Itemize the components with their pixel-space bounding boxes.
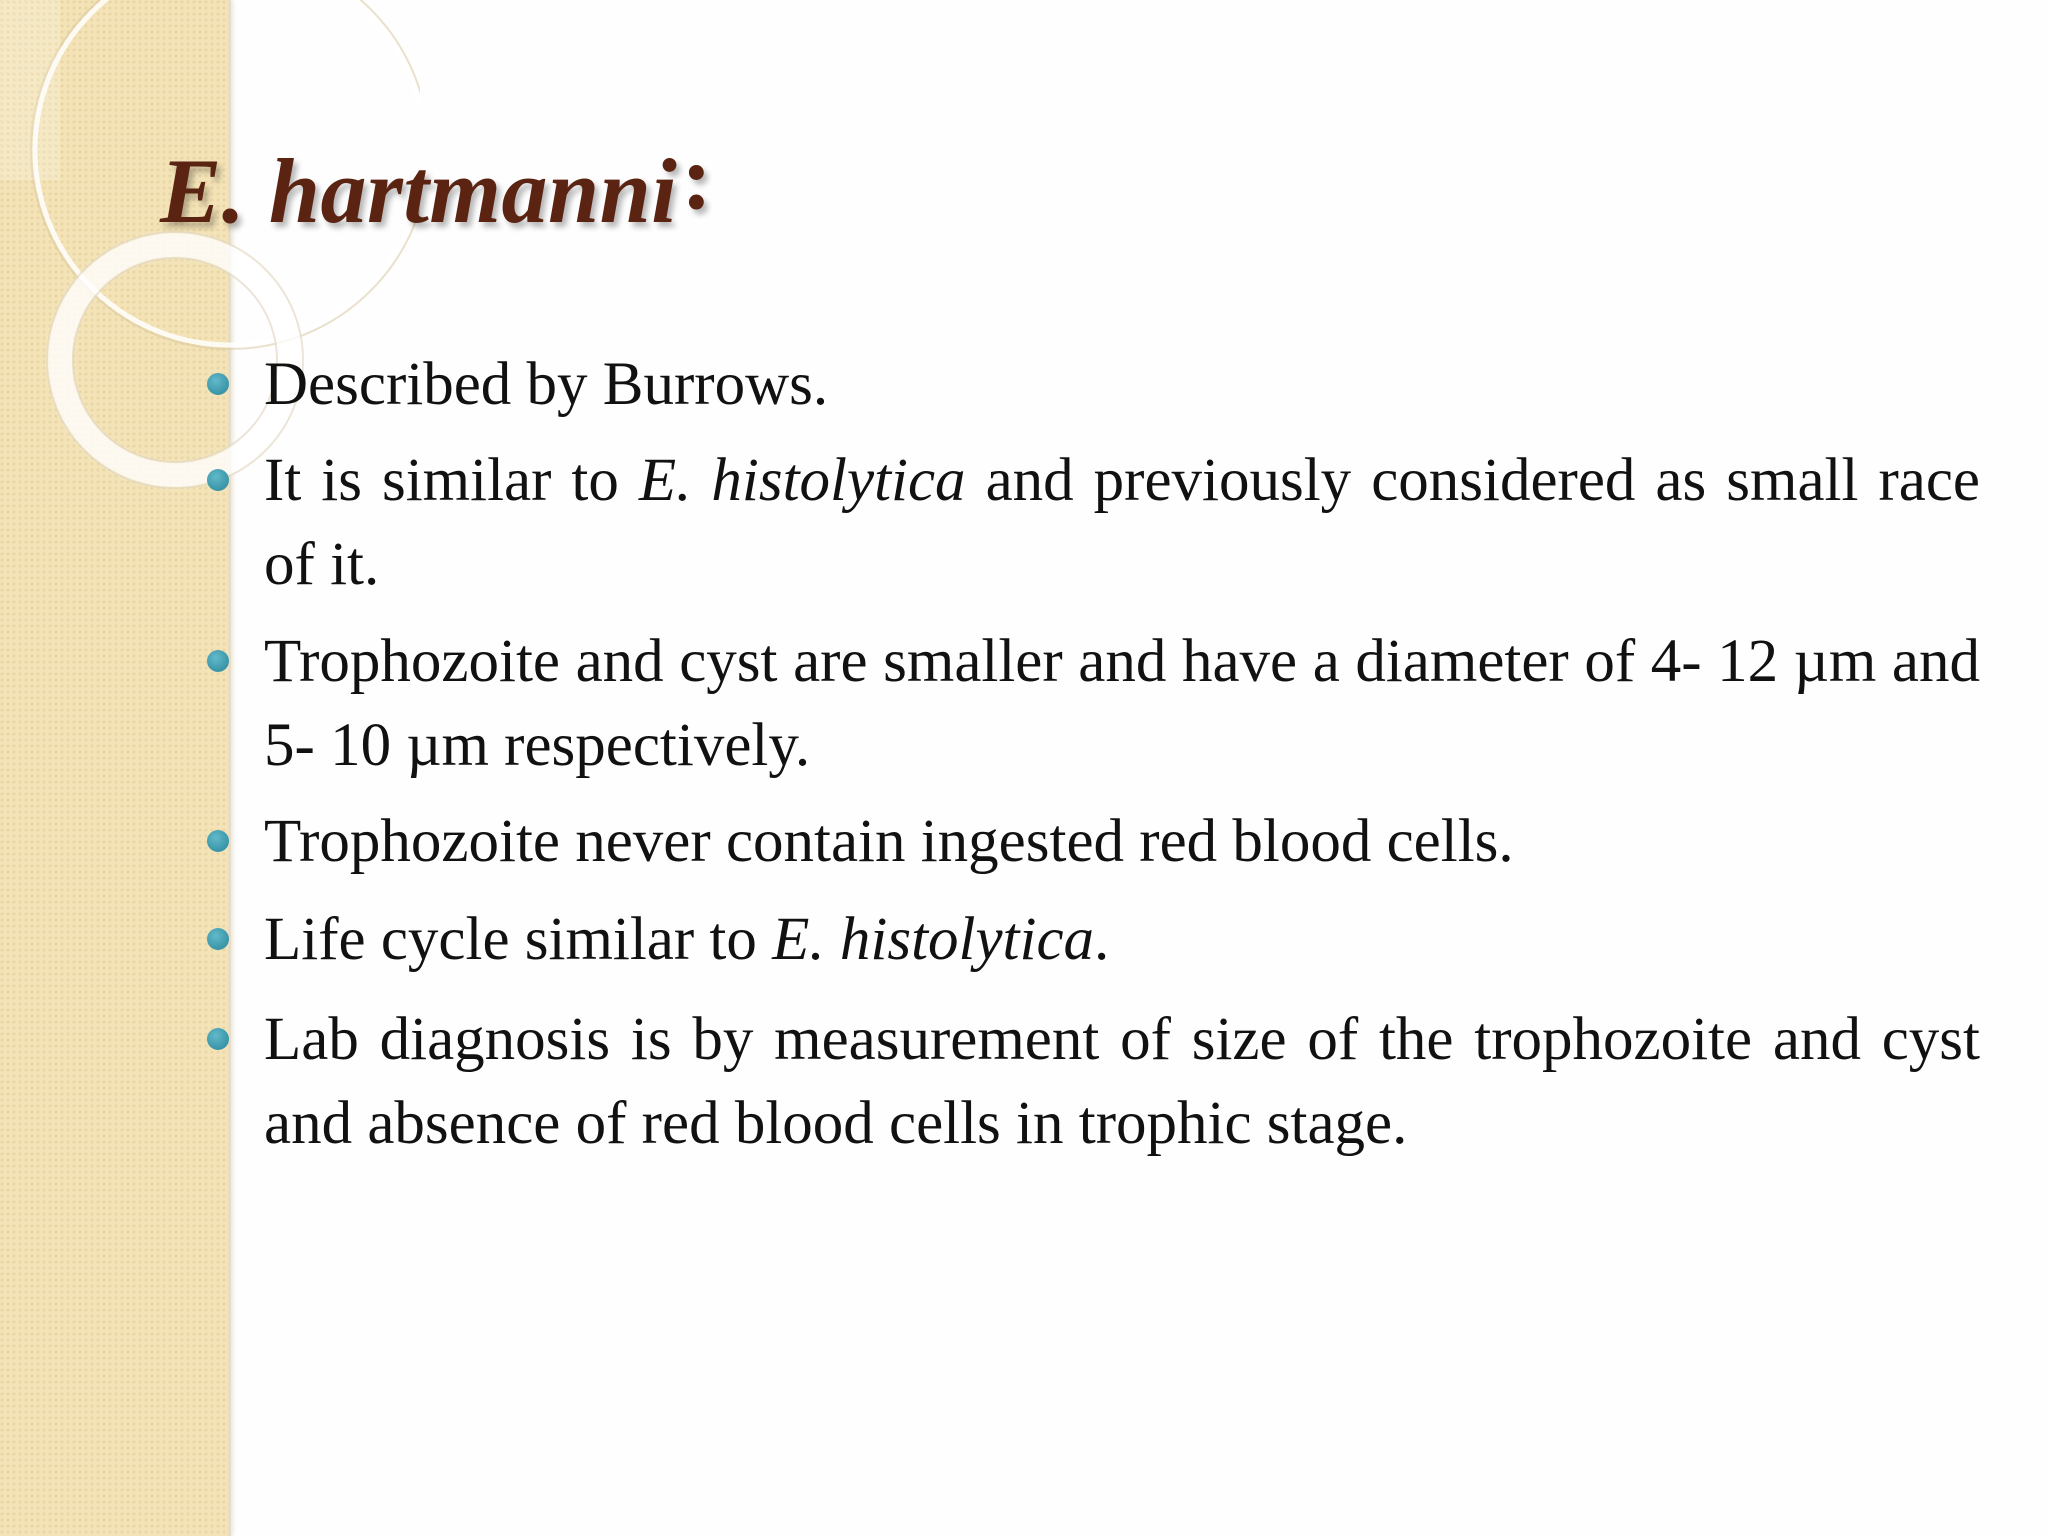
bullet-text: Lab diagnosis is by measurement of size of the trophozoite and cyst and absence of red blood cells in trophic stage.: [264, 1006, 1980, 1157]
bullet-item-lab-diagnosis: [264, 998, 1980, 1166]
bullet-dot-icon: [207, 373, 229, 395]
bullet-text: Described by Burrows.: [264, 351, 829, 418]
bullet-dot-icon: [207, 1028, 229, 1050]
bullet-dot-icon: [207, 650, 229, 672]
bullet-item-size: [264, 620, 1980, 788]
bullet-dot-icon: [207, 830, 229, 852]
title-colon: :: [681, 126, 713, 228]
bullet-text: Trophozoite and cyst are smaller and have a diameter of 4- 12 µm and 5- 10 µm respectively.: [264, 628, 1980, 779]
bullet-dot-icon: [207, 469, 229, 491]
bullet-dot-icon: [207, 928, 229, 950]
title-organism-name: E. hartmanni: [160, 140, 678, 242]
bullet-text-pre: Life cycle similar to: [264, 906, 773, 973]
bullet-text: Trophozoite never contain ingested red blood cells.: [264, 808, 1514, 875]
bullet-item-similar-to: [264, 439, 1980, 607]
bullet-text-pre: It is similar to: [264, 447, 639, 514]
bullet-text-post: and previously considered as small race of it.: [264, 447, 1980, 598]
bullet-text-italic-species: E. histolytica: [772, 906, 1095, 973]
bullet-item-described-by: [264, 343, 1980, 427]
bullet-text-italic-species: E. histolytica: [638, 447, 966, 514]
bullet-item-life-cycle: [264, 898, 1980, 982]
slide-title: [160, 126, 713, 244]
bullet-item-no-rbc: [264, 800, 1980, 884]
bullet-text-post: .: [1094, 906, 1110, 973]
